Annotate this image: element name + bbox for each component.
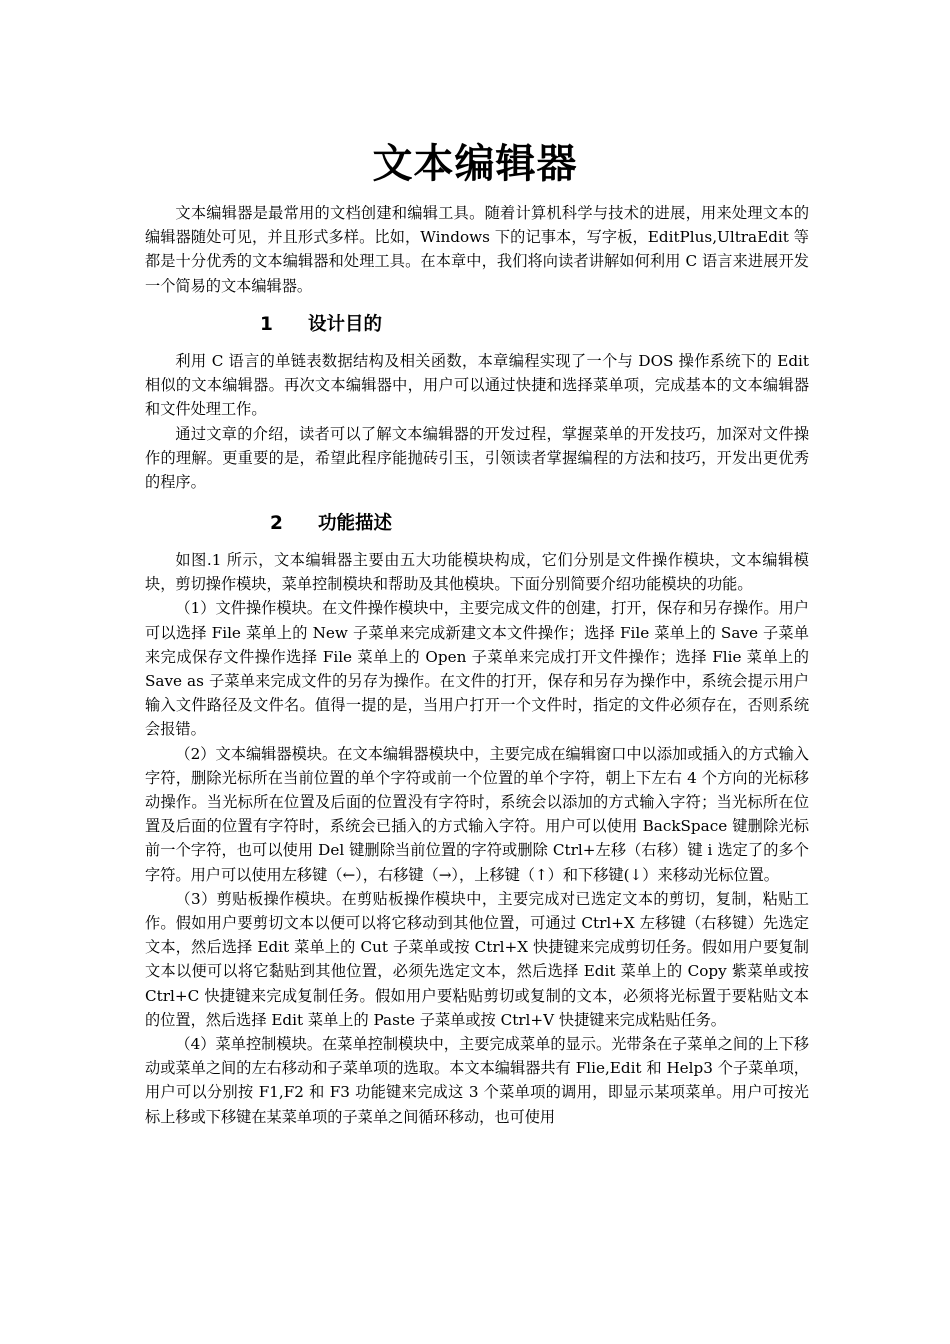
section-heading-2 — [270, 510, 392, 538]
section-title: 设计目的 — [308, 314, 383, 335]
body-paragraph: （4）菜单控制模块。在菜单控制模块中，主要完成菜单的显示。光带条在子菜单之间的上下移动或菜单之间的左右移动和子菜单项的选取。本文本编辑器共有 Flie,Edit 和 Help3 个子菜单项，用户可以分别按 F1,F2 和 F3 功能键来完成这 3 个菜单项的调用，即显示某项菜单。用户可按光标上移或下移键在某菜单项的子菜单之间循环移动，也可使用 — [145, 1035, 809, 1126]
intro-paragraph: 文本编辑器是最常用的文档创建和编辑工具。随着计算机科学与技术的进展，用来处理文本的编辑器随处可见，并且形式多样。比如，Windows 下的记事本，写字板，EditPlus,UltraEdit 等都是十分优秀的文本编辑器和处理工具。在本章中，我们将向读者讲解如何利用 C 语言来进展开发一个简易的文本编辑器。 — [145, 204, 809, 295]
body-paragraph: 利用 C 语言的单链表数据结构及相关函数，本章编程实现了一个与 DOS 操作系统下的 Edit 相似的文本编辑器。再次文本编辑器中，用户可以通过快捷和选择菜单项，完成基本的文本编辑器和文件处理工作。 — [145, 352, 809, 419]
intro-section — [145, 201, 809, 298]
body-paragraph: 如图.1 所示，文本编辑器主要由五大功能模块构成，它们分别是文件操作模块，文本编辑模块，剪切操作模块，菜单控制模块和帮助及其他模块。下面分别简要介绍功能模块的功能。 — [145, 551, 809, 594]
section-number: 2 — [270, 513, 283, 534]
section-heading-1 — [260, 311, 382, 339]
body-paragraph: （2）文本编辑器模块。在文本编辑器模块中，主要完成在编辑窗口中以添加或插入的方式输入字符，删除光标所在当前位置的单个字符或前一个位置的单个字符，朝上下左右 4 个方向的光标移动操作。当光标所在位置及后面的位置没有字符时，系统会以添加的方式输入字符；当光标所在位置及后面的位置有字符时，系统会已插入的方式输入字符。用户可以使用 BackSpace 键删除光标前一个字符，也可以使用 Del 键删除当前位置的字符或删除 Ctrl+左移（右移）键 i 选定了的多个字符。用户可以使用左移键（←），右移键（→），上移键（↑）和下移键(↓）来移动光标位置。 — [145, 744, 809, 884]
document-title: 文本编辑器 — [372, 141, 578, 187]
body-paragraph: （3）剪贴板操作模块。在剪贴板操作模块中，主要完成对已选定文本的剪切，复制，粘贴工作。假如用户要剪切文本以便可以将它移动到其他位置，可通过 Ctrl+X 左移键（右移键）先选定文本，然后选择 Edit 菜单上的 Cut 子菜单或按 Ctrl+X 快捷键来完成剪切任务。假如用户要复制文本以便可以将它黏贴到其他位置，必须先选定文本，然后选择 Edit 菜单上的 Copy 紫菜单或按 Ctrl+C 快捷键来完成复制任务。假如用户要粘贴剪切或复制的文本，必须将光标置于要粘贴文本的位置，然后选择 Edit 菜单上的 Paste 子菜单或按 Ctrl+V 快捷键来完成粘贴任务。 — [145, 889, 809, 1029]
body-paragraph: （1）文件操作模块。在文件操作模块中，主要完成文件的创建，打开，保存和另存操作。用户可以选择 File 菜单上的 New 子菜单来完成新建文本文件操作；选择 File 菜单上的 Save 子菜单来完成保存文件操作选择 File 菜单上的 Open 子菜单来完成打开文件操作；选择 Flie 菜单上的 Save as 子菜单来完成文件的另存为操作。在文件的打开，保存和另存为操作中，系统会提示用户输入文件路径及文件名。值得一提的是，当用户打开一个文件时，指定的文件必须存在，否则系统会报错。 — [145, 599, 809, 739]
body-paragraph: 通过文章的介绍，读者可以了解文本编辑器的开发过程，掌握菜单的开发技巧，加深对文件操作的理解。更重要的是，希望此程序能抛砖引玉，引领读者掌握编程的方法和技巧，开发出更优秀的程序。 — [145, 424, 809, 492]
section-body-2 — [145, 548, 809, 1129]
section-title: 功能描述 — [318, 513, 393, 534]
section-number: 1 — [260, 314, 273, 335]
section-body-1 — [145, 349, 809, 494]
